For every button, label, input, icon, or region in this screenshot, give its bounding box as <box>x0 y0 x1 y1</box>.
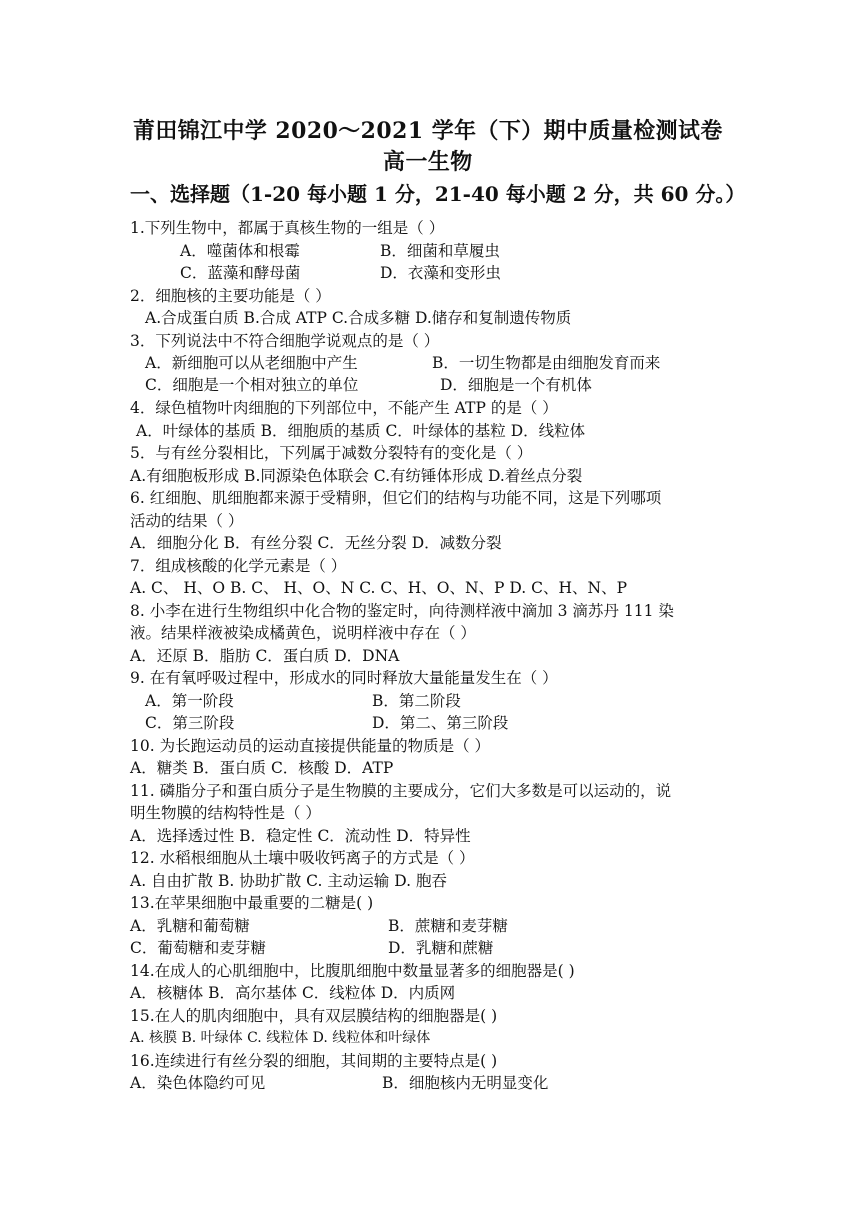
question-1-option-d: D．衣藻和变形虫 <box>380 264 501 282</box>
question-1-option-c: C．蓝藻和酵母菌 <box>180 264 301 282</box>
question-9: 9. 在有氧呼吸过程中，形成水的同时释放大量能量发生在（ ） <box>130 669 558 687</box>
question-11-line-2: 明生物膜的结构特性是（ ） <box>130 804 321 822</box>
question-4: 4．绿色植物叶肉细胞的下列部位中，不能产生 ATP 的是（ ） <box>130 399 558 417</box>
question-2-options: A.合成蛋白质 B.合成 ATP C.合成多糖 D.储存和复制遗传物质 <box>145 309 572 327</box>
question-11-options: A．选择透过性 B．稳定性 C．流动性 D．特异性 <box>130 827 471 845</box>
question-6-options: A．细胞分化 B．有丝分裂 C．无丝分裂 D．减数分裂 <box>130 534 502 552</box>
question-14: 14.在成人的心肌细胞中，比腹肌细胞中数量显著多的细胞器是( ) <box>130 962 575 980</box>
question-12-options: A. 自由扩散 B. 协助扩散 C. 主动运输 D. 胞吞 <box>130 872 447 890</box>
question-3-option-a: A．新细胞可以从老细胞中产生 <box>145 354 358 372</box>
question-16: 16.连续进行有丝分裂的细胞，其间期的主要特点是( ) <box>130 1052 498 1070</box>
question-8-line-2: 液。结果样液被染成橘黄色，说明样液中存在（ ） <box>130 624 476 642</box>
question-9-option-d: D．第二、第三阶段 <box>372 714 509 732</box>
question-7: 7．组成核酸的化学元素是（ ） <box>130 557 347 575</box>
exam-title: 莆田锦江中学 2020～2021 学年（下）期中质量检测试卷 <box>132 118 723 144</box>
question-13-option-a: A．乳糖和葡萄糖 <box>130 917 250 935</box>
question-16-option-a: A．染色体隐约可见 <box>130 1074 266 1092</box>
question-10: 10. 为长跑运动员的运动直接提供能量的物质是（ ） <box>130 737 491 755</box>
question-3-option-c: C．细胞是一个相对独立的单位 <box>145 376 359 394</box>
question-6-line-2: 活动的结果（ ） <box>130 512 244 530</box>
question-13: 13.在苹果细胞中最重要的二糖是( ) <box>130 894 374 912</box>
question-13-option-b: B．蔗糖和麦芽糖 <box>388 917 508 935</box>
question-12: 12. 水稻根细胞从土壤中吸收钙离子的方式是（ ） <box>130 849 475 867</box>
question-14-options: A．核糖体 B．高尔基体 C．线粒体 D．内质网 <box>130 984 456 1002</box>
question-15-options: A. 核膜 B. 叶绿体 C. 线粒体 D. 线粒体和叶绿体 <box>130 1030 431 1046</box>
question-3-option-d: D．细胞是一个有机体 <box>440 376 592 394</box>
question-15: 15.在人的肌肉细胞中，具有双层膜结构的细胞器是( ) <box>130 1007 498 1025</box>
question-4-options: A．叶绿体的基质 B．细胞质的基质 C．叶绿体的基粒 D．线粒体 <box>136 422 586 440</box>
question-9-option-a: A．第一阶段 <box>145 692 234 710</box>
exam-subject: 高一生物 <box>383 149 473 175</box>
question-3: 3．下列说法中不符合细胞学说观点的是（ ） <box>130 332 440 350</box>
question-3-option-b: B．一切生物都是由细胞发育而来 <box>432 354 661 372</box>
question-8-options: A．还原 B．脂肪 C．蛋白质 D．DNA <box>130 647 400 665</box>
question-13-option-c: C．葡萄糖和麦芽糖 <box>130 939 266 957</box>
question-5-options: A.有细胞板形成 B.同源染色体联会 C.有纺锤体形成 D.着丝点分裂 <box>130 467 583 485</box>
question-8-line-1: 8. 小李在进行生物组织中化合物的鉴定时，向待测样液中滴加 3 滴苏丹 111 染 <box>130 602 674 620</box>
question-9-option-b: B．第二阶段 <box>372 692 461 710</box>
question-10-options: A．糖类 B．蛋白质 C．核酸 D．ATP <box>130 759 394 777</box>
section-heading: 一、选择题（1-20 每小题 1 分，21-40 每小题 2 分，共 60 分。） <box>130 182 746 206</box>
question-2: 2．细胞核的主要功能是（ ） <box>130 287 331 305</box>
question-9-option-c: C．第三阶段 <box>145 714 235 732</box>
question-7-options: A. C、 H、O B. C、 H、O、N C. C、H、O、N、P D. C、H、N、P <box>130 579 627 597</box>
question-5: 5．与有丝分裂相比，下列属于减数分裂特有的变化是（ ） <box>130 444 533 462</box>
question-1-option-a: A．噬菌体和根霉 <box>180 242 300 260</box>
question-6-line-1: 6. 红细胞、肌细胞都来源于受精卵，但它们的结构与功能不同，这是下列哪项 <box>130 489 662 507</box>
question-1-option-b: B．细菌和草履虫 <box>380 242 500 260</box>
question-1: 1.下列生物中，都属于真核生物的一组是（ ） <box>130 219 445 237</box>
question-16-option-b: B．细胞核内无明显变化 <box>382 1074 549 1092</box>
question-13-option-d: D．乳糖和蔗糖 <box>388 939 494 957</box>
question-11-line-1: 11. 磷脂分子和蛋白质分子是生物膜的主要成分，它们大多数是可以运动的，说 <box>130 782 672 800</box>
